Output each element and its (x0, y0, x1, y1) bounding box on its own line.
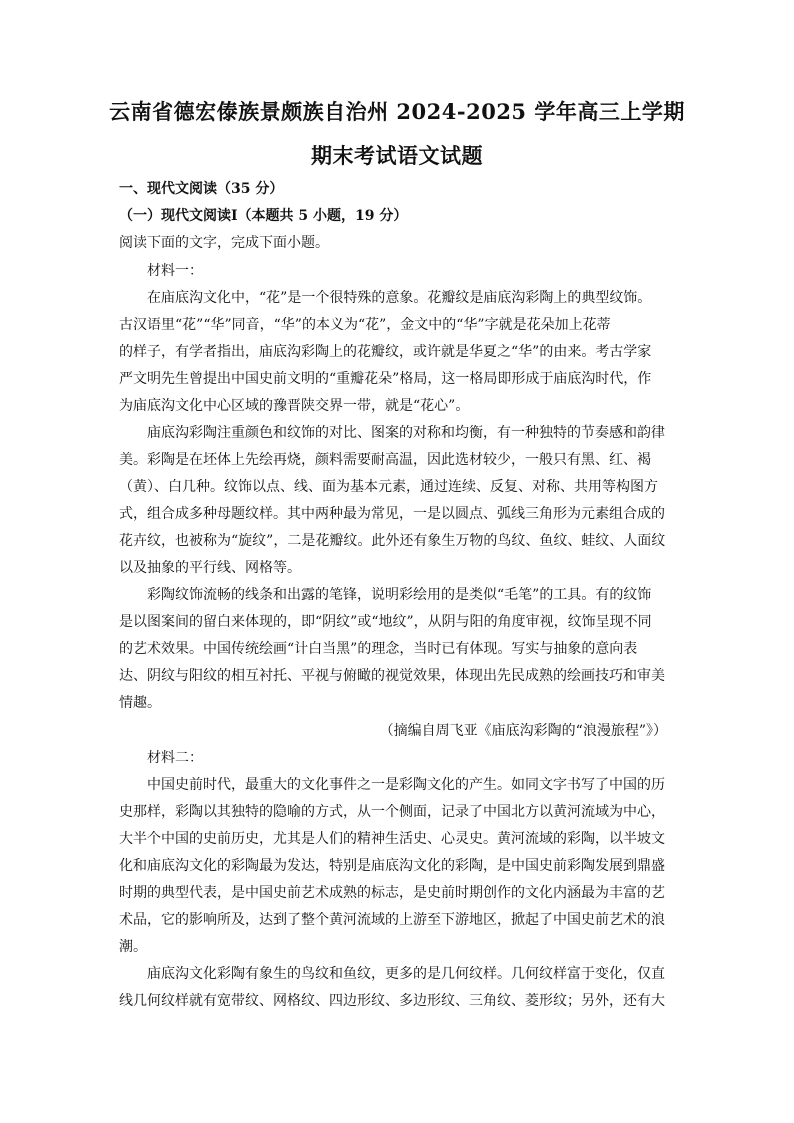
paragraph-line: 严文明先生曾提出中国史前文明的“重瓣花朵”格局，这一格局即形成于庙底沟时代，作 (119, 371, 652, 387)
paragraph-line: 史那样，彩陶以其独特的隐喻的方式，从一个侧面，记录了中国北方以黄河流域为中心， (119, 804, 665, 820)
paragraph-line: 彩陶纹饰流畅的线条和出露的笔锋，说明彩绘用的是类似“毛笔”的工具。有的纹饰 (147, 587, 652, 603)
paragraph-line: 线几何纹样就有宽带纹、网格纹、四边形纹、多边形纹、三角纹、菱形纹；另外，还有大 (119, 993, 665, 1009)
paragraph-line: 为庙底沟文化中心区域的豫晋陕交界一带，就是“花心”。 (119, 398, 470, 414)
paragraph-line: 化和庙底沟文化的彩陶最为发达，特别是庙底沟文化的彩陶，是中国史前彩陶发展到鼎盛 (119, 858, 665, 874)
paragraph-line: （黄）、白几种。纹饰以点、线、面为基本元素，通过连续、反复、对称、共用等构图方 (119, 479, 658, 495)
paragraph-line: 术品，它的影响所及，达到了整个黄河流域的上游至下游地区，掀起了中国史前艺术的浪 (119, 912, 665, 928)
material-1-label: 材料一： (147, 263, 203, 279)
paragraph-line: 庙底沟文化彩陶有象生的鸟纹和鱼纹，更多的是几何纹样。几何纹样富于变化，仅直 (147, 966, 665, 982)
paragraph-line: 以及抽象的平行线、网格等。 (119, 560, 301, 576)
instruction-text: 阅读下面的文字，完成下面小题。 (119, 235, 329, 251)
paragraph-line: 的艺术效果。中国传统绘画“计白当黑”的理念，当时已有体现。写实与抽象的意向表 (119, 641, 638, 657)
material-2-label: 材料二： (147, 750, 203, 766)
paragraph-line: 潮。 (119, 939, 147, 955)
document-title-line-2: 期末考试语文试题 (311, 143, 483, 168)
section-heading: 一、现代文阅读（35 分） (119, 181, 284, 197)
paragraph-line: 中国史前时代，最重大的文化事件之一是彩陶文化的产生。如同文字书写了中国的历 (147, 777, 665, 793)
document-title-line-1: 云南省德宏傣族景颇族自治州 2024-2025 学年高三上学期 (109, 99, 685, 124)
paragraph-line: 庙底沟彩陶注重颜色和纹饰的对比、图案的对称和均衡，有一种独特的节奏感和韵律 (147, 425, 665, 441)
paragraph-line: 古汉语里“花”“华”同音，“华”的本义为“花”，金文中的“华”字就是花朵加上花蒂 (119, 317, 611, 333)
paragraph-line: 是以图案间的留白来体现的，即“阴纹”或“地纹”，从阴与阳的角度审视，纹饰呈现不同 (119, 614, 652, 630)
paragraph-line: 在庙底沟文化中，“花”是一个很特殊的意象。花瓣纹是庙底沟彩陶上的典型纹饰。 (147, 290, 652, 306)
subsection-heading: （一）现代文阅读Ⅰ（本题共 5 小题，19 分） (119, 208, 408, 224)
paragraph-line: 式，组合成多种母题纹样。其中两种最为常见，一是以圆点、弧线三角形为元素组合成的 (119, 506, 665, 522)
paragraph-line: 美。彩陶是在坯体上先绘再烧，颜料需要耐高温，因此选材较少，一般只有黑、红、褐 (119, 452, 651, 468)
source-citation: （摘编自周飞亚《庙底沟彩陶的“浪漫旅程”》） (379, 723, 667, 739)
paragraph-line: 的样子，有学者指出，庙底沟彩陶上的花瓣纹，或许就是华夏之“华”的由来。考古学家 (119, 344, 652, 360)
paragraph-line: 达、阴纹与阳纹的相互衬托、平视与俯瞰的视觉效果，体现出先民成熟的绘画技巧和审美 (119, 668, 665, 684)
paragraph-line: 花卉纹，也被称为“旋纹”，二是花瓣纹。此外还有象生万物的鸟纹、鱼纹、蛙纹、人面纹 (119, 533, 666, 549)
paragraph-line: 情趣。 (119, 695, 161, 711)
paragraph-line: 时期的典型代表，是中国史前艺术成熟的标志，是史前时期创作的文化内涵最为丰富的艺 (119, 885, 665, 901)
paragraph-line: 大半个中国的史前历史，尤其是人们的精神生活史、心灵史。黄河流域的彩陶，以半坡文 (119, 831, 665, 847)
